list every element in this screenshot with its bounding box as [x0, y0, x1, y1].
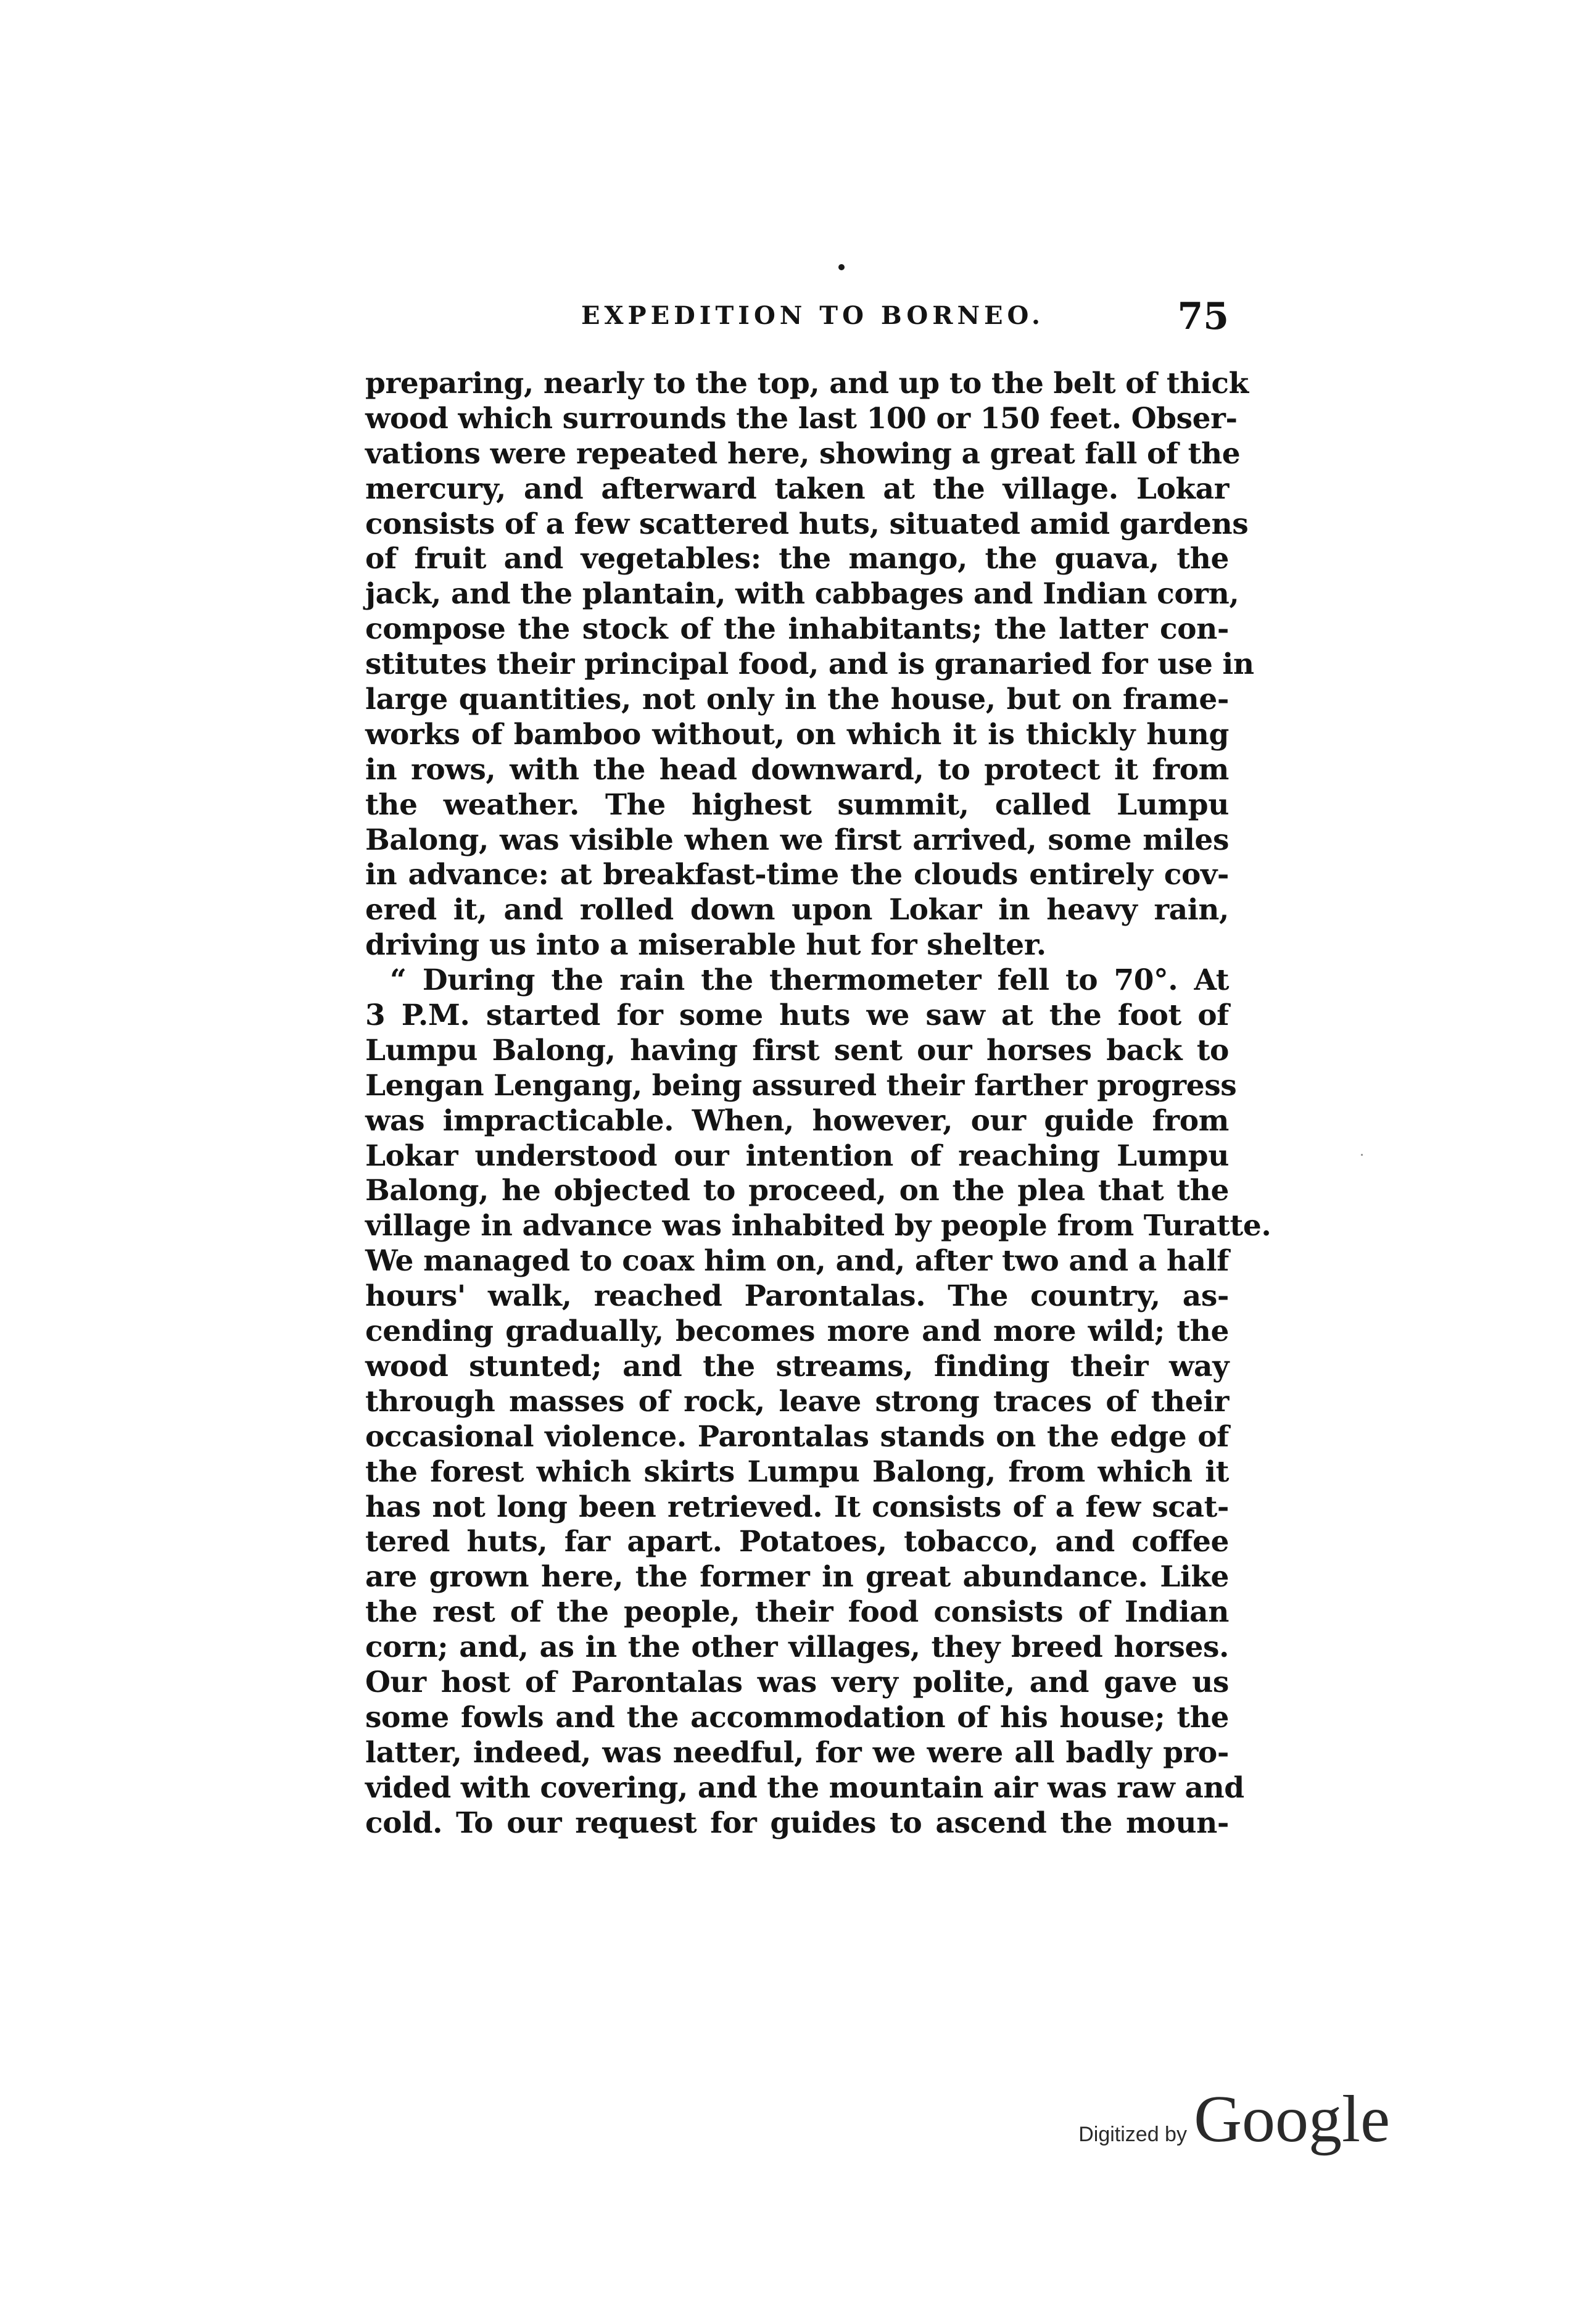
body-text — [365, 367, 1271, 1841]
text-line: Our host of Parontalas was very polite, and gave us — [365, 1665, 1229, 1699]
text-line: cending gradually, becomes more and more wild; the — [365, 1314, 1229, 1349]
text-line: some fowls and the accommodation of his house; the — [365, 1700, 1229, 1735]
text-line: Balong, was visible when we first arrived, some miles — [365, 823, 1229, 857]
text-line: consists of a few scattered huts, situated amid gardens — [365, 507, 1249, 541]
text-line: the forest which skirts Lumpu Balong, from which it — [365, 1454, 1229, 1489]
text-line: cold. To our request for guides to ascend the moun- — [365, 1806, 1229, 1840]
text-line: latter, indeed, was needful, for we were all badly pro- — [365, 1735, 1229, 1770]
watermark-prefix: Digitized by — [1078, 2123, 1187, 2146]
text-line: works of bamboo without, on which it is thickly hung — [365, 717, 1229, 752]
text-line: vations were repeated here, showing a great fall of the — [365, 436, 1241, 471]
text-line: Lengan Lengang, being assured their farther progress — [365, 1068, 1237, 1103]
stray-mark — [1361, 1154, 1363, 1156]
text-line: 3 P.M. started for some huts we saw at the foot of — [365, 998, 1229, 1033]
digitized-by-google-watermark — [1078, 2081, 1390, 2156]
running-title: EXPEDITION TO BORNEO. — [581, 301, 1044, 330]
text-line-paragraph-start: “ During the rain the thermometer fell to 70°. At — [390, 963, 1229, 998]
google-logo: Google — [1194, 2083, 1390, 2156]
text-line: jack, and the plantain, with cabbages and Indian corn, — [365, 577, 1239, 612]
running-head — [365, 295, 1229, 344]
text-line: through masses of rock, leave strong traces of their — [365, 1384, 1229, 1419]
text-line: preparing, nearly to the top, and up to the belt of thick — [365, 367, 1249, 400]
text-line: village in advance was inhabited by people from Turatte. — [365, 1209, 1271, 1243]
text-line: Lokar understood our intention of reaching Lumpu — [365, 1138, 1229, 1173]
text-line: compose the stock of the inhabitants; the latter con- — [365, 612, 1229, 647]
text-line: large quantities, not only in the house, but on frame- — [365, 682, 1229, 717]
text-line: tered huts, far apart. Potatoes, tobacco, and coffee — [365, 1525, 1229, 1559]
text-line: corn; and, as in the other villages, they breed horses. — [365, 1630, 1229, 1665]
text-line: the weather. The highest summit, called Lumpu — [365, 787, 1229, 822]
page-number: 75 — [1177, 295, 1229, 338]
text-line: mercury, and afterward taken at the village. Lokar — [365, 471, 1229, 506]
text-line: in advance: at breakfast-time the clouds entirely cov- — [365, 858, 1229, 892]
text-line: stitutes their principal food, and is granaried for use in — [365, 647, 1254, 682]
text-line: We managed to coax him on, and, after two and a half — [365, 1244, 1229, 1279]
text-line: ered it, and rolled down upon Lokar in heavy rain, — [365, 893, 1229, 927]
text-line: wood stunted; and the streams, finding their way — [365, 1349, 1229, 1383]
text-line: Lumpu Balong, having first sent our horses back to — [365, 1033, 1229, 1068]
text-line: in rows, with the head downward, to protect it from — [365, 752, 1229, 787]
text-line: wood which surrounds the last 100 or 150 feet. Obser- — [365, 401, 1238, 436]
printed-dot — [838, 264, 845, 270]
text-line: occasional violence. Parontalas stands on the edge of — [365, 1419, 1229, 1454]
text-line: has not long been retrieved. It consists of a few scat- — [365, 1490, 1229, 1524]
text-line: of fruit and vegetables: the mango, the guava, the — [365, 542, 1229, 576]
text-line: are grown here, the former in great abundance. Like — [365, 1560, 1229, 1594]
text-line: the rest of the people, their food consists of Indian — [365, 1595, 1229, 1630]
text-line: hours' walk, reached Parontalas. The country, as- — [365, 1279, 1229, 1314]
text-line-paragraph-end: driving us into a miserable hut for shelter. — [365, 928, 1046, 963]
text-line: Balong, he objected to proceed, on the plea that the — [365, 1174, 1229, 1208]
text-line: vided with covering, and the mountain air was raw and — [365, 1770, 1244, 1805]
text-line: was impracticable. When, however, our guide from — [365, 1103, 1229, 1138]
